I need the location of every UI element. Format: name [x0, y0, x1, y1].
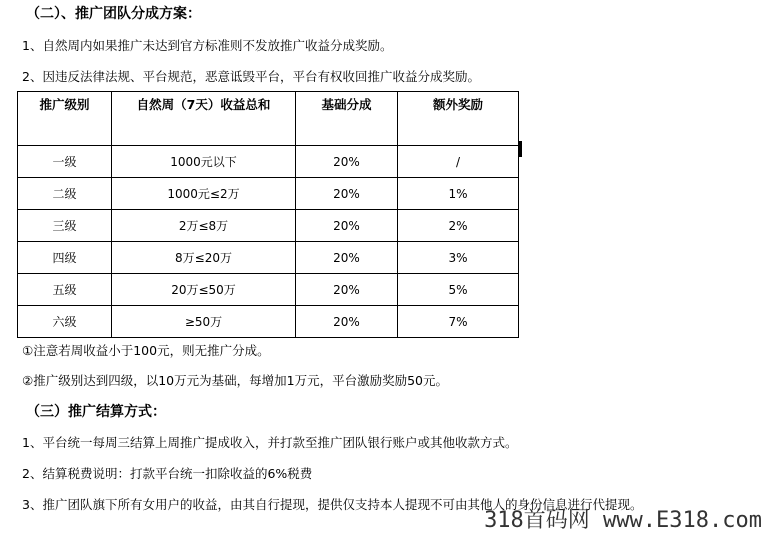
table-cell: 8万≤20万 [112, 242, 296, 274]
commission-table [17, 91, 519, 338]
site-watermark: 318首码网 www.E318.com [484, 508, 762, 533]
header-base-share: 基础分成 [296, 92, 398, 146]
text-cursor-mark [519, 141, 522, 157]
table-cell: 20% [296, 146, 398, 178]
table-cell: 20% [296, 210, 398, 242]
table-header-row [18, 92, 519, 146]
table-cell: 20% [296, 242, 398, 274]
table-cell: 四级 [18, 242, 112, 274]
table-row [18, 178, 519, 210]
table-cell: 3% [398, 242, 519, 274]
table-cell: 20% [296, 274, 398, 306]
table-cell: 20% [296, 178, 398, 210]
table-row [18, 242, 519, 274]
table-cell: 20% [296, 306, 398, 338]
table-row [18, 274, 519, 306]
table-cell: 六级 [18, 306, 112, 338]
table-cell: 1000元以下 [112, 146, 296, 178]
note-1: ①注意若周收益小于100元，则无推广分成。 [22, 343, 270, 358]
table-cell: 五级 [18, 274, 112, 306]
section-3-heading: （三）推广结算方式： [26, 404, 166, 420]
section-3-item-2: 2、结算税费说明：打款平台统一扣除收益的6%税费 [22, 466, 313, 481]
header-weekly-income: 自然周（7天）收益总和 [112, 92, 296, 146]
table-row [18, 146, 519, 178]
header-extra-reward: 额外奖励 [398, 92, 519, 146]
section-2-item-1: 1、自然周内如果推广未达到官方标准则不发放推广收益分成奖励。 [22, 38, 393, 53]
table-row [18, 306, 519, 338]
header-level: 推广级别 [18, 92, 112, 146]
table-cell: 三级 [18, 210, 112, 242]
table-cell: / [398, 146, 519, 178]
table-cell: ≥50万 [112, 306, 296, 338]
section-3-item-1: 1、平台统一每周三结算上周推广提成收入，并打款至推广团队银行账户或其他收款方式。 [22, 435, 518, 450]
table-row [18, 210, 519, 242]
table-cell: 一级 [18, 146, 112, 178]
table-cell: 1000元≤2万 [112, 178, 296, 210]
table-cell: 20万≤50万 [112, 274, 296, 306]
section-2-item-2: 2、因违反法律法规、平台规范，恶意诋毁平台，平台有权收回推广收益分成奖励。 [22, 69, 480, 84]
table-cell: 二级 [18, 178, 112, 210]
table-cell: 2万≤8万 [112, 210, 296, 242]
table-cell: 7% [398, 306, 519, 338]
note-2: ②推广级别达到四级，以10万元为基础，每增加1万元，平台激励奖励50元。 [22, 373, 448, 388]
table-cell: 5% [398, 274, 519, 306]
section-2-heading: （二）、推广团队分成方案： [26, 6, 201, 22]
table-cell: 1% [398, 178, 519, 210]
section-3-item-3: 3、推广团队旗下所有女用户的收益，由其自行提现，提供仅支持本人提现不可由其他人的身份信息进行代提现。 [22, 497, 643, 512]
table-cell: 2% [398, 210, 519, 242]
